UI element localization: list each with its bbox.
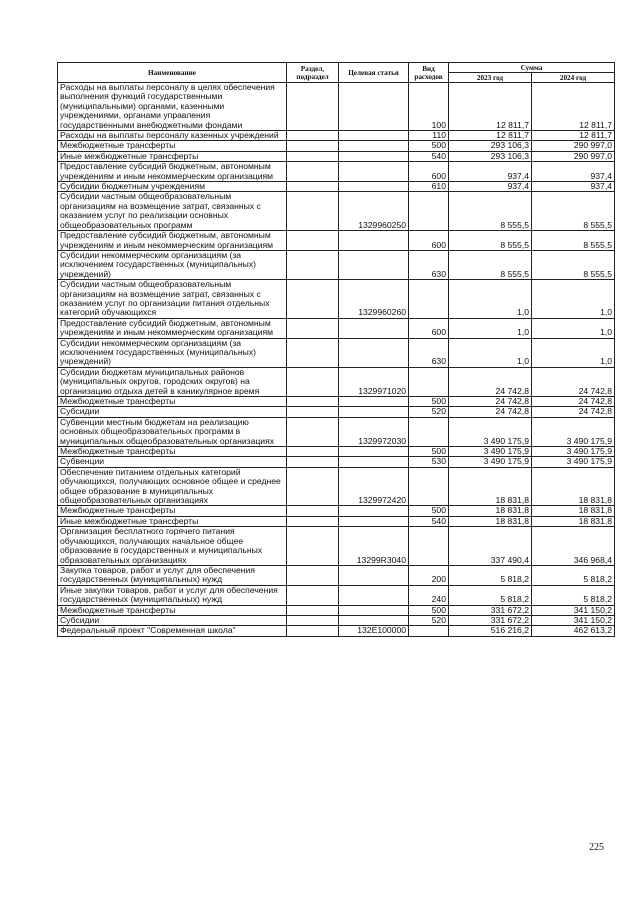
cell-sum-2024: 937,4 (532, 162, 615, 182)
cell-expense-type: 520 (409, 407, 449, 417)
cell-expense-type: 530 (409, 457, 449, 467)
cell-name: Субсидии частным общеобразовательным организациям на возмещение затрат, связанных с оказанием услуг по реализации основных общеобразовательных программ (58, 192, 287, 231)
cell-name: Организация бесплатного горячего питания обучающихся, получающих начальное общее образование в государственных и муниципальных образовательных организациях (58, 527, 287, 566)
cell-expense-type: 600 (409, 231, 449, 251)
cell-target: 132E100000 (339, 626, 409, 636)
cell-sum-2024: 462 613,2 (532, 626, 615, 636)
cell-sum-2024: 24 742,8 (532, 367, 615, 396)
table-row (58, 457, 615, 467)
cell-name: Иные межбюджетные трансферты (58, 151, 287, 161)
cell-name: Субсидии (58, 615, 287, 625)
cell-section (287, 615, 339, 625)
cell-sum-2023: 8 555,5 (449, 250, 532, 279)
cell-target (339, 162, 409, 182)
cell-name: Иные закупки товаров, работ и услуг для обеспечения государственных (муниципальных) нужд (58, 585, 287, 605)
cell-name: Субсидии некоммерческим организациям (за исключением государственных (муниципальных) учреждений) (58, 250, 287, 279)
cell-sum-2023: 8 555,5 (449, 231, 532, 251)
cell-section (287, 367, 339, 396)
cell-name: Субвенции местным бюджетам на реализацию основных общеобразовательных программ в муниципальных общеобразовательных организациях (58, 417, 287, 446)
cell-sum-2024: 5 818,2 (532, 565, 615, 585)
cell-sum-2024: 290 997,0 (532, 141, 615, 151)
cell-section (287, 516, 339, 526)
cell-target (339, 516, 409, 526)
table-row (58, 231, 615, 251)
cell-section (287, 527, 339, 566)
cell-target (339, 615, 409, 625)
header-sum: Сумма (449, 63, 615, 73)
table-row (58, 626, 615, 636)
cell-sum-2024: 3 490 175,9 (532, 447, 615, 457)
header-target: Целевая статья (339, 63, 409, 83)
cell-name: Субсидии некоммерческим организациям (за исключением государственных (муниципальных) учреждений) (58, 338, 287, 367)
table-row (58, 182, 615, 192)
cell-expense-type: 500 (409, 506, 449, 516)
table-row (58, 338, 615, 367)
cell-target (339, 83, 409, 131)
cell-sum-2023: 337 490,4 (449, 527, 532, 566)
cell-expense-type: 110 (409, 131, 449, 141)
cell-target (339, 231, 409, 251)
table-row (58, 605, 615, 615)
cell-name: Субсидии частным общеобразовательным организациям на возмещение затрат, связанных с оказанием услуг по организации питания отдельных категорий обучающихся (58, 280, 287, 319)
cell-sum-2023: 18 831,8 (449, 506, 532, 516)
cell-sum-2023: 293 106,3 (449, 141, 532, 151)
cell-sum-2024: 290 997,0 (532, 151, 615, 161)
cell-section (287, 565, 339, 585)
cell-sum-2024: 24 742,8 (532, 407, 615, 417)
cell-sum-2023: 1,0 (449, 280, 532, 319)
cell-target (339, 565, 409, 585)
cell-target: 1329971020 (339, 367, 409, 396)
cell-sum-2024: 1,0 (532, 318, 615, 338)
cell-sum-2023: 293 106,3 (449, 151, 532, 161)
cell-name: Субсидии бюджетным учреждениям (58, 182, 287, 192)
cell-sum-2023: 3 490 175,9 (449, 457, 532, 467)
cell-target (339, 131, 409, 141)
cell-name: Предоставление субсидий бюджетным, автономным учреждениям и иным некоммерческим организациям (58, 318, 287, 338)
cell-name: Расходы на выплаты персоналу в целях обеспечения выполнения функций государственными (муниципальными) органами, казенными учреждениями, органами управления государственными внебюджетными фондами (58, 83, 287, 131)
cell-expense-type (409, 367, 449, 396)
header-year-2024: 2024 год (532, 73, 615, 83)
cell-expense-type: 630 (409, 338, 449, 367)
cell-sum-2024: 12 811,7 (532, 131, 615, 141)
cell-sum-2023: 937,4 (449, 182, 532, 192)
header-name: Наименование (58, 63, 287, 83)
table-row (58, 162, 615, 182)
cell-section (287, 626, 339, 636)
cell-section (287, 417, 339, 446)
cell-name: Субвенции (58, 457, 287, 467)
cell-name: Федеральный проект "Современная школа" (58, 626, 287, 636)
table-row (58, 407, 615, 417)
cell-expense-type: 540 (409, 516, 449, 526)
cell-sum-2023: 8 555,5 (449, 192, 532, 231)
cell-section (287, 467, 339, 506)
cell-section (287, 318, 339, 338)
cell-section (287, 151, 339, 161)
cell-target (339, 318, 409, 338)
page-number: 225 (589, 842, 604, 853)
cell-target (339, 407, 409, 417)
cell-expense-type: 100 (409, 83, 449, 131)
cell-name: Расходы на выплаты персоналу казенных учреждений (58, 131, 287, 141)
cell-name: Закупка товаров, работ и услуг для обеспечения государственных (муниципальных) нужд (58, 565, 287, 585)
cell-target: 1329960250 (339, 192, 409, 231)
cell-expense-type (409, 280, 449, 319)
cell-target: 13299R3040 (339, 527, 409, 566)
table-body (58, 83, 615, 637)
cell-name: Межбюджетные трансферты (58, 141, 287, 151)
table-row (58, 516, 615, 526)
cell-sum-2023: 12 811,7 (449, 131, 532, 141)
cell-name: Межбюджетные трансферты (58, 506, 287, 516)
cell-sum-2023: 24 742,8 (449, 367, 532, 396)
cell-expense-type: 500 (409, 605, 449, 615)
table-row (58, 250, 615, 279)
cell-expense-type (409, 626, 449, 636)
cell-sum-2023: 5 818,2 (449, 565, 532, 585)
cell-sum-2024: 8 555,5 (532, 250, 615, 279)
table-row (58, 397, 615, 407)
cell-sum-2024: 1,0 (532, 338, 615, 367)
cell-target (339, 141, 409, 151)
cell-sum-2023: 937,4 (449, 162, 532, 182)
cell-section (287, 397, 339, 407)
cell-section (287, 585, 339, 605)
cell-sum-2024: 937,4 (532, 182, 615, 192)
cell-sum-2023: 1,0 (449, 318, 532, 338)
header-expense-type: Вид расходов (409, 63, 449, 83)
cell-sum-2023: 331 672,2 (449, 615, 532, 625)
table-row (58, 506, 615, 516)
cell-name: Предоставление субсидий бюджетным, автономным учреждениям и иным некоммерческим организациям (58, 162, 287, 182)
cell-name: Межбюджетные трансферты (58, 447, 287, 457)
cell-sum-2024: 24 742,8 (532, 397, 615, 407)
header-year-2023: 2023 год (449, 73, 532, 83)
table-row (58, 83, 615, 131)
table-row (58, 131, 615, 141)
cell-section (287, 338, 339, 367)
budget-table (57, 62, 615, 637)
cell-name: Предоставление субсидий бюджетным, автономным учреждениям и иным некоммерческим организациям (58, 231, 287, 251)
cell-expense-type: 500 (409, 141, 449, 151)
cell-section (287, 131, 339, 141)
cell-sum-2024: 346 968,4 (532, 527, 615, 566)
cell-section (287, 162, 339, 182)
cell-section (287, 231, 339, 251)
cell-sum-2023: 12 811,7 (449, 83, 532, 131)
header-section: Раздел, подраздел (287, 63, 339, 83)
cell-expense-type (409, 527, 449, 566)
cell-section (287, 250, 339, 279)
cell-expense-type (409, 417, 449, 446)
cell-target (339, 338, 409, 367)
cell-sum-2024: 3 490 175,9 (532, 457, 615, 467)
cell-expense-type: 600 (409, 162, 449, 182)
cell-section (287, 141, 339, 151)
cell-sum-2023: 18 831,8 (449, 467, 532, 506)
table-row (58, 447, 615, 457)
cell-expense-type (409, 467, 449, 506)
cell-sum-2023: 24 742,8 (449, 407, 532, 417)
cell-sum-2023: 331 672,2 (449, 605, 532, 615)
cell-section (287, 192, 339, 231)
cell-name: Обеспечение питанием отдельных категорий обучающихся, получающих основное общее и среднее общее образование в муниципальных общеобразовательных организациях (58, 467, 287, 506)
cell-sum-2023: 18 831,8 (449, 516, 532, 526)
cell-sum-2024: 8 555,5 (532, 231, 615, 251)
table-row (58, 585, 615, 605)
table-row (58, 367, 615, 396)
cell-target: 1329960260 (339, 280, 409, 319)
cell-section (287, 280, 339, 319)
cell-expense-type: 500 (409, 397, 449, 407)
table-header (58, 63, 615, 83)
cell-expense-type: 520 (409, 615, 449, 625)
cell-expense-type: 610 (409, 182, 449, 192)
table-row (58, 151, 615, 161)
cell-sum-2023: 24 742,8 (449, 397, 532, 407)
cell-sum-2024: 18 831,8 (532, 516, 615, 526)
cell-target (339, 585, 409, 605)
cell-sum-2024: 5 818,2 (532, 585, 615, 605)
cell-sum-2024: 18 831,8 (532, 467, 615, 506)
cell-sum-2023: 516 216,2 (449, 626, 532, 636)
table-row (58, 417, 615, 446)
cell-expense-type: 540 (409, 151, 449, 161)
cell-sum-2024: 1,0 (532, 280, 615, 319)
table-row (58, 467, 615, 506)
table-row (58, 565, 615, 585)
cell-section (287, 83, 339, 131)
cell-target (339, 447, 409, 457)
cell-sum-2024: 341 150,2 (532, 605, 615, 615)
cell-sum-2023: 5 818,2 (449, 585, 532, 605)
table-row (58, 141, 615, 151)
cell-sum-2024: 18 831,8 (532, 506, 615, 516)
cell-sum-2024: 341 150,2 (532, 615, 615, 625)
cell-target (339, 605, 409, 615)
cell-sum-2023: 3 490 175,9 (449, 417, 532, 446)
cell-expense-type: 240 (409, 585, 449, 605)
cell-name: Межбюджетные трансферты (58, 397, 287, 407)
cell-section (287, 447, 339, 457)
cell-section (287, 182, 339, 192)
cell-expense-type (409, 192, 449, 231)
cell-section (287, 506, 339, 516)
cell-target (339, 151, 409, 161)
cell-section (287, 407, 339, 417)
cell-sum-2024: 8 555,5 (532, 192, 615, 231)
cell-name: Субсидии (58, 407, 287, 417)
table-row (58, 527, 615, 566)
cell-expense-type: 630 (409, 250, 449, 279)
cell-section (287, 605, 339, 615)
table-row (58, 280, 615, 319)
cell-expense-type: 600 (409, 318, 449, 338)
cell-target (339, 506, 409, 516)
cell-name: Субсидии бюджетам муниципальных районов (муниципальных округов, городских округов) на организацию отдыха детей в каникулярное время (58, 367, 287, 396)
table-row (58, 615, 615, 625)
cell-target: 1329972420 (339, 467, 409, 506)
cell-sum-2023: 3 490 175,9 (449, 447, 532, 457)
cell-expense-type: 500 (409, 447, 449, 457)
cell-sum-2024: 3 490 175,9 (532, 417, 615, 446)
table-row (58, 192, 615, 231)
cell-name: Иные межбюджетные трансферты (58, 516, 287, 526)
cell-sum-2023: 1,0 (449, 338, 532, 367)
cell-name: Межбюджетные трансферты (58, 605, 287, 615)
cell-target (339, 397, 409, 407)
table-row (58, 318, 615, 338)
cell-target: 1329972030 (339, 417, 409, 446)
cell-target (339, 250, 409, 279)
cell-section (287, 457, 339, 467)
cell-target (339, 457, 409, 467)
cell-target (339, 182, 409, 192)
cell-sum-2024: 12 811,7 (532, 83, 615, 131)
cell-expense-type: 200 (409, 565, 449, 585)
